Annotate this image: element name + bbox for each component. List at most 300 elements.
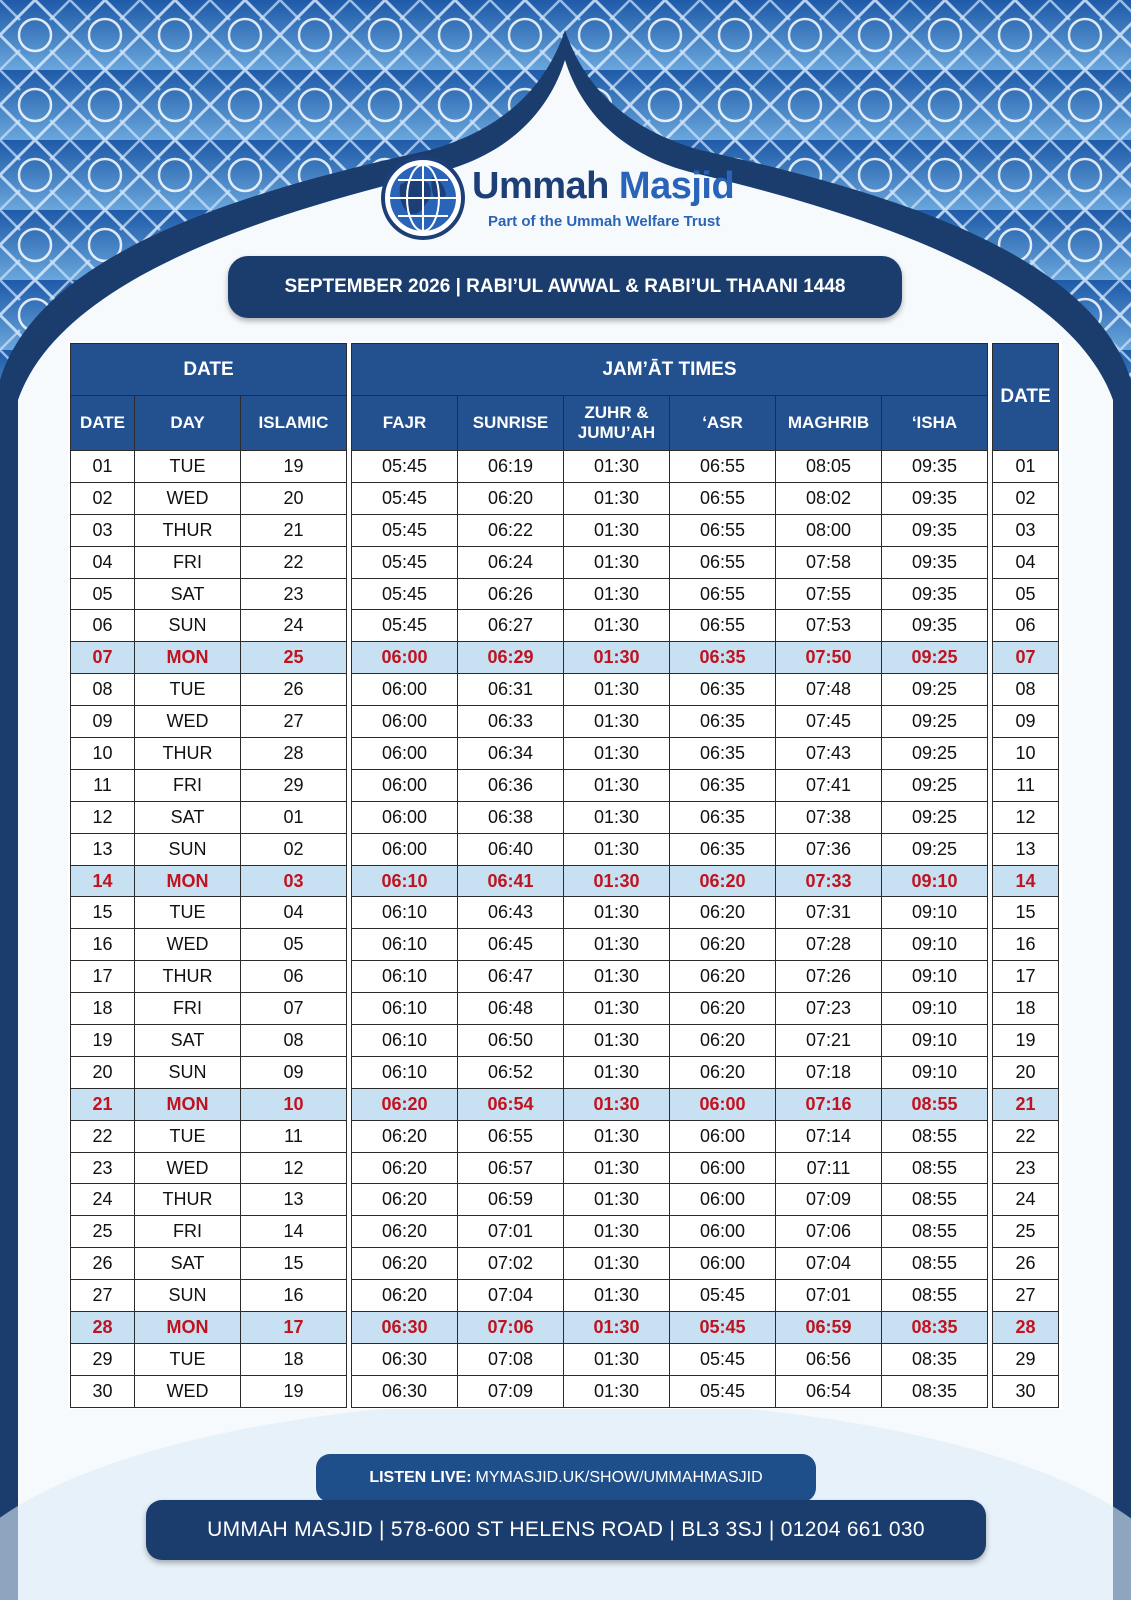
cell-date: 28 [71,1312,135,1344]
cell-date-right: 13 [993,833,1059,865]
cell-day: WED [135,482,241,514]
cell-fajr: 05:45 [352,514,458,546]
cell-fajr: 06:10 [352,1025,458,1057]
cell-day: TUE [135,897,241,929]
cell-isha: 09:10 [882,929,988,961]
cell-date-right: 07 [993,642,1059,674]
cell-sunrise: 06:20 [458,482,564,514]
cell-maghrib: 07:33 [776,865,882,897]
cell-fajr: 06:20 [352,1152,458,1184]
cell-zuhr: 01:30 [564,1152,670,1184]
cell-islamic: 19 [241,451,347,483]
cell-date-right: 04 [993,546,1059,578]
cell-maghrib: 07:04 [776,1248,882,1280]
cell-date-right: 15 [993,897,1059,929]
cell-asr: 05:45 [670,1312,776,1344]
timetable [70,343,1059,1408]
cell-date: 21 [71,1088,135,1120]
cell-fajr: 06:20 [352,1184,458,1216]
cell-asr: 06:55 [670,451,776,483]
cell-zuhr: 01:30 [564,546,670,578]
logo-subtitle: Part of the Ummah Welfare Trust [488,213,721,230]
cell-isha: 09:25 [882,642,988,674]
col-day: DAY [135,396,241,451]
table-row [71,865,1059,897]
cell-date: 20 [71,1056,135,1088]
cell-sunrise: 06:24 [458,546,564,578]
cell-sunrise: 06:50 [458,1025,564,1057]
cell-date: 02 [71,482,135,514]
cell-maghrib: 07:26 [776,961,882,993]
cell-fajr: 06:00 [352,769,458,801]
cell-date-right: 12 [993,801,1059,833]
table-row [71,1056,1059,1088]
cell-date: 03 [71,514,135,546]
table-row [71,514,1059,546]
cell-isha: 09:10 [882,897,988,929]
cell-day: FRI [135,993,241,1025]
cell-zuhr: 01:30 [564,578,670,610]
table-row [71,897,1059,929]
table-row [71,961,1059,993]
cell-date: 26 [71,1248,135,1280]
cell-asr: 06:55 [670,546,776,578]
cell-isha: 09:10 [882,865,988,897]
cell-date-right: 21 [993,1088,1059,1120]
cell-asr: 05:45 [670,1343,776,1375]
cell-date: 25 [71,1216,135,1248]
cell-islamic: 26 [241,674,347,706]
cell-sunrise: 07:06 [458,1312,564,1344]
cell-date: 10 [71,738,135,770]
cell-date: 04 [71,546,135,578]
cell-isha: 08:55 [882,1088,988,1120]
listen-live-banner[interactable] [316,1454,816,1502]
cell-fajr: 05:45 [352,482,458,514]
cell-maghrib: 07:14 [776,1120,882,1152]
cell-asr: 06:20 [670,993,776,1025]
cell-asr: 06:20 [670,897,776,929]
cell-date: 08 [71,674,135,706]
cell-asr: 06:35 [670,674,776,706]
table-row [71,833,1059,865]
cell-sunrise: 07:02 [458,1248,564,1280]
cell-isha: 09:35 [882,546,988,578]
cell-date: 12 [71,801,135,833]
cell-islamic: 15 [241,1248,347,1280]
cell-zuhr: 01:30 [564,1280,670,1312]
cell-day: TUE [135,674,241,706]
cell-day: WED [135,1152,241,1184]
cell-day: TUE [135,1343,241,1375]
cell-fajr: 06:10 [352,897,458,929]
cell-fajr: 06:00 [352,801,458,833]
cell-sunrise: 07:01 [458,1216,564,1248]
cell-zuhr: 01:30 [564,1120,670,1152]
globe-icon [380,155,466,241]
cell-isha: 09:10 [882,1056,988,1088]
cell-maghrib: 07:23 [776,993,882,1025]
cell-islamic: 20 [241,482,347,514]
cell-sunrise: 06:55 [458,1120,564,1152]
cell-islamic: 02 [241,833,347,865]
cell-sunrise: 07:04 [458,1280,564,1312]
cell-islamic: 14 [241,1216,347,1248]
cell-maghrib: 07:55 [776,578,882,610]
table-row [71,1280,1059,1312]
cell-islamic: 21 [241,514,347,546]
cell-day: SUN [135,610,241,642]
cell-zuhr: 01:30 [564,738,670,770]
cell-asr: 06:00 [670,1184,776,1216]
cell-zuhr: 01:30 [564,1312,670,1344]
cell-day: TUE [135,1120,241,1152]
cell-day: FRI [135,546,241,578]
cell-date-right: 28 [993,1312,1059,1344]
table-row [71,482,1059,514]
cell-maghrib: 07:01 [776,1280,882,1312]
cell-asr: 06:55 [670,578,776,610]
cell-fajr: 05:45 [352,610,458,642]
cell-maghrib: 07:45 [776,706,882,738]
cell-sunrise: 06:36 [458,769,564,801]
cell-zuhr: 01:30 [564,1375,670,1407]
cell-day: SUN [135,1056,241,1088]
cell-zuhr: 01:30 [564,801,670,833]
table-row [71,1312,1059,1344]
cell-sunrise: 06:40 [458,833,564,865]
cell-zuhr: 01:30 [564,769,670,801]
cell-date-right: 27 [993,1280,1059,1312]
table-row [71,642,1059,674]
cell-islamic: 04 [241,897,347,929]
cell-sunrise: 06:57 [458,1152,564,1184]
cell-fajr: 06:20 [352,1248,458,1280]
cell-zuhr: 01:30 [564,993,670,1025]
cell-sunrise: 06:59 [458,1184,564,1216]
cell-maghrib: 07:21 [776,1025,882,1057]
cell-maghrib: 07:36 [776,833,882,865]
cell-date: 27 [71,1280,135,1312]
logo-name: Ummah Masjid [472,165,735,207]
header-date-right: DATE [993,344,1059,451]
table-row [71,738,1059,770]
cell-day: WED [135,706,241,738]
cell-sunrise: 06:47 [458,961,564,993]
cell-zuhr: 01:30 [564,961,670,993]
cell-asr: 06:35 [670,769,776,801]
cell-fajr: 06:00 [352,833,458,865]
cell-islamic: 17 [241,1312,347,1344]
cell-day: THUR [135,738,241,770]
table-row [71,674,1059,706]
cell-fajr: 06:10 [352,993,458,1025]
cell-isha: 09:25 [882,738,988,770]
cell-zuhr: 01:30 [564,514,670,546]
cell-sunrise: 06:45 [458,929,564,961]
cell-fajr: 06:30 [352,1343,458,1375]
cell-asr: 06:35 [670,642,776,674]
cell-day: THUR [135,961,241,993]
cell-sunrise: 06:38 [458,801,564,833]
cell-isha: 09:10 [882,993,988,1025]
cell-maghrib: 07:11 [776,1152,882,1184]
col-asr: ‘ASR [670,396,776,451]
cell-day: MON [135,1312,241,1344]
prayer-timetable [68,341,1062,1409]
cell-asr: 06:00 [670,1088,776,1120]
cell-islamic: 09 [241,1056,347,1088]
cell-asr: 06:35 [670,706,776,738]
cell-date-right: 22 [993,1120,1059,1152]
cell-isha: 09:25 [882,706,988,738]
cell-date: 13 [71,833,135,865]
cell-maghrib: 07:28 [776,929,882,961]
cell-sunrise: 06:52 [458,1056,564,1088]
table-row [71,1375,1059,1407]
cell-asr: 06:00 [670,1216,776,1248]
cell-fajr: 06:00 [352,706,458,738]
cell-zuhr: 01:30 [564,482,670,514]
cell-islamic: 28 [241,738,347,770]
cell-date: 16 [71,929,135,961]
cell-asr: 06:00 [670,1248,776,1280]
cell-maghrib: 07:53 [776,610,882,642]
header-jamat-group: JAM’ĀT TIMES [352,344,988,396]
cell-day: TUE [135,451,241,483]
cell-islamic: 05 [241,929,347,961]
cell-date: 29 [71,1343,135,1375]
cell-fajr: 06:30 [352,1375,458,1407]
cell-islamic: 10 [241,1088,347,1120]
cell-islamic: 13 [241,1184,347,1216]
cell-date: 30 [71,1375,135,1407]
header-date-group: DATE [71,344,347,396]
cell-sunrise: 06:29 [458,642,564,674]
listen-live-label: LISTEN LIVE: [369,1469,472,1486]
cell-date-right: 09 [993,706,1059,738]
cell-sunrise: 06:48 [458,993,564,1025]
cell-isha: 09:35 [882,514,988,546]
cell-asr: 06:20 [670,929,776,961]
cell-day: MON [135,865,241,897]
cell-isha: 08:35 [882,1375,988,1407]
table-row [71,769,1059,801]
cell-fajr: 05:45 [352,451,458,483]
cell-sunrise: 06:41 [458,865,564,897]
cell-day: SAT [135,578,241,610]
cell-fajr: 06:20 [352,1216,458,1248]
cell-islamic: 23 [241,578,347,610]
cell-day: SUN [135,1280,241,1312]
cell-date: 06 [71,610,135,642]
cell-islamic: 16 [241,1280,347,1312]
logo [380,153,760,245]
cell-day: SAT [135,801,241,833]
cell-fajr: 05:45 [352,578,458,610]
cell-asr: 06:35 [670,801,776,833]
cell-date: 22 [71,1120,135,1152]
col-islamic: ISLAMIC [241,396,347,451]
cell-date: 14 [71,865,135,897]
cell-islamic: 18 [241,1343,347,1375]
cell-asr: 06:20 [670,1056,776,1088]
cell-islamic: 11 [241,1120,347,1152]
table-row [71,546,1059,578]
page-title: SEPTEMBER 2026 | RABI’UL AWWAL & RABI’UL THAANI 1448 [228,256,902,318]
cell-zuhr: 01:30 [564,929,670,961]
table-row [71,578,1059,610]
cell-maghrib: 06:54 [776,1375,882,1407]
cell-date-right: 10 [993,738,1059,770]
cell-date: 23 [71,1152,135,1184]
cell-date-right: 20 [993,1056,1059,1088]
cell-isha: 08:35 [882,1312,988,1344]
cell-isha: 08:55 [882,1152,988,1184]
cell-sunrise: 06:33 [458,706,564,738]
cell-zuhr: 01:30 [564,865,670,897]
table-row [71,451,1059,483]
col-isha: ‘ISHA [882,396,988,451]
col-fajr: FAJR [352,396,458,451]
table-row [71,801,1059,833]
cell-day: WED [135,1375,241,1407]
cell-fajr: 06:00 [352,738,458,770]
cell-isha: 08:55 [882,1120,988,1152]
cell-asr: 06:20 [670,961,776,993]
cell-date: 01 [71,451,135,483]
table-row [71,993,1059,1025]
cell-date: 19 [71,1025,135,1057]
table-row [71,1025,1059,1057]
cell-sunrise: 06:43 [458,897,564,929]
cell-asr: 06:55 [670,482,776,514]
cell-sunrise: 06:27 [458,610,564,642]
cell-isha: 09:10 [882,1025,988,1057]
cell-date-right: 06 [993,610,1059,642]
cell-asr: 06:00 [670,1120,776,1152]
cell-zuhr: 01:30 [564,1248,670,1280]
cell-fajr: 06:20 [352,1280,458,1312]
cell-date-right: 26 [993,1248,1059,1280]
cell-date-right: 03 [993,514,1059,546]
table-row [71,1120,1059,1152]
cell-date-right: 18 [993,993,1059,1025]
cell-zuhr: 01:30 [564,1343,670,1375]
cell-sunrise: 06:22 [458,514,564,546]
cell-day: SAT [135,1025,241,1057]
cell-asr: 06:55 [670,610,776,642]
cell-islamic: 25 [241,642,347,674]
cell-zuhr: 01:30 [564,674,670,706]
cell-date: 18 [71,993,135,1025]
cell-isha: 09:35 [882,482,988,514]
cell-isha: 09:10 [882,961,988,993]
cell-zuhr: 01:30 [564,1088,670,1120]
cell-date-right: 23 [993,1152,1059,1184]
cell-fajr: 06:00 [352,642,458,674]
cell-isha: 08:55 [882,1280,988,1312]
cell-sunrise: 06:26 [458,578,564,610]
cell-isha: 09:35 [882,610,988,642]
cell-date-right: 02 [993,482,1059,514]
cell-isha: 09:25 [882,833,988,865]
cell-zuhr: 01:30 [564,1184,670,1216]
cell-asr: 06:55 [670,514,776,546]
cell-day: THUR [135,1184,241,1216]
cell-maghrib: 07:38 [776,801,882,833]
cell-sunrise: 06:54 [458,1088,564,1120]
cell-maghrib: 08:02 [776,482,882,514]
cell-date-right: 08 [993,674,1059,706]
cell-islamic: 24 [241,610,347,642]
cell-asr: 06:20 [670,865,776,897]
cell-isha: 08:55 [882,1184,988,1216]
cell-maghrib: 07:18 [776,1056,882,1088]
cell-isha: 08:35 [882,1343,988,1375]
cell-zuhr: 01:30 [564,1025,670,1057]
cell-date: 05 [71,578,135,610]
cell-isha: 09:25 [882,674,988,706]
cell-zuhr: 01:30 [564,451,670,483]
cell-islamic: 12 [241,1152,347,1184]
cell-date-right: 24 [993,1184,1059,1216]
col-zuhr: ZUHR & JUMU’AH [564,396,670,451]
cell-asr: 05:45 [670,1375,776,1407]
cell-date: 15 [71,897,135,929]
cell-islamic: 03 [241,865,347,897]
cell-maghrib: 07:41 [776,769,882,801]
col-date: DATE [71,396,135,451]
cell-fajr: 06:20 [352,1088,458,1120]
cell-islamic: 06 [241,961,347,993]
cell-maghrib: 07:16 [776,1088,882,1120]
listen-live-url[interactable]: MYMASJID.UK/SHOW/UMMAHMASJID [475,1469,763,1486]
cell-sunrise: 07:09 [458,1375,564,1407]
cell-isha: 08:55 [882,1216,988,1248]
cell-sunrise: 07:08 [458,1343,564,1375]
table-row [71,610,1059,642]
col-sunrise: SUNRISE [458,396,564,451]
cell-isha: 09:35 [882,451,988,483]
footer-address: UMMAH MASJID | 578-600 ST HELENS ROAD | BL3 3SJ | 01204 661 030 [146,1500,986,1560]
cell-islamic: 22 [241,546,347,578]
table-row [71,929,1059,961]
cell-fajr: 06:00 [352,674,458,706]
cell-maghrib: 08:05 [776,451,882,483]
cell-date-right: 17 [993,961,1059,993]
cell-asr: 06:35 [670,738,776,770]
cell-date-right: 01 [993,451,1059,483]
cell-day: SUN [135,833,241,865]
cell-day: THUR [135,514,241,546]
cell-fajr: 06:10 [352,865,458,897]
cell-islamic: 01 [241,801,347,833]
cell-zuhr: 01:30 [564,610,670,642]
cell-sunrise: 06:31 [458,674,564,706]
cell-date-right: 05 [993,578,1059,610]
cell-islamic: 07 [241,993,347,1025]
cell-isha: 09:35 [882,578,988,610]
cell-islamic: 19 [241,1375,347,1407]
table-row [71,706,1059,738]
cell-zuhr: 01:30 [564,706,670,738]
table-row [71,1216,1059,1248]
cell-date-right: 29 [993,1343,1059,1375]
cell-zuhr: 01:30 [564,897,670,929]
cell-isha: 08:55 [882,1248,988,1280]
cell-maghrib: 07:50 [776,642,882,674]
